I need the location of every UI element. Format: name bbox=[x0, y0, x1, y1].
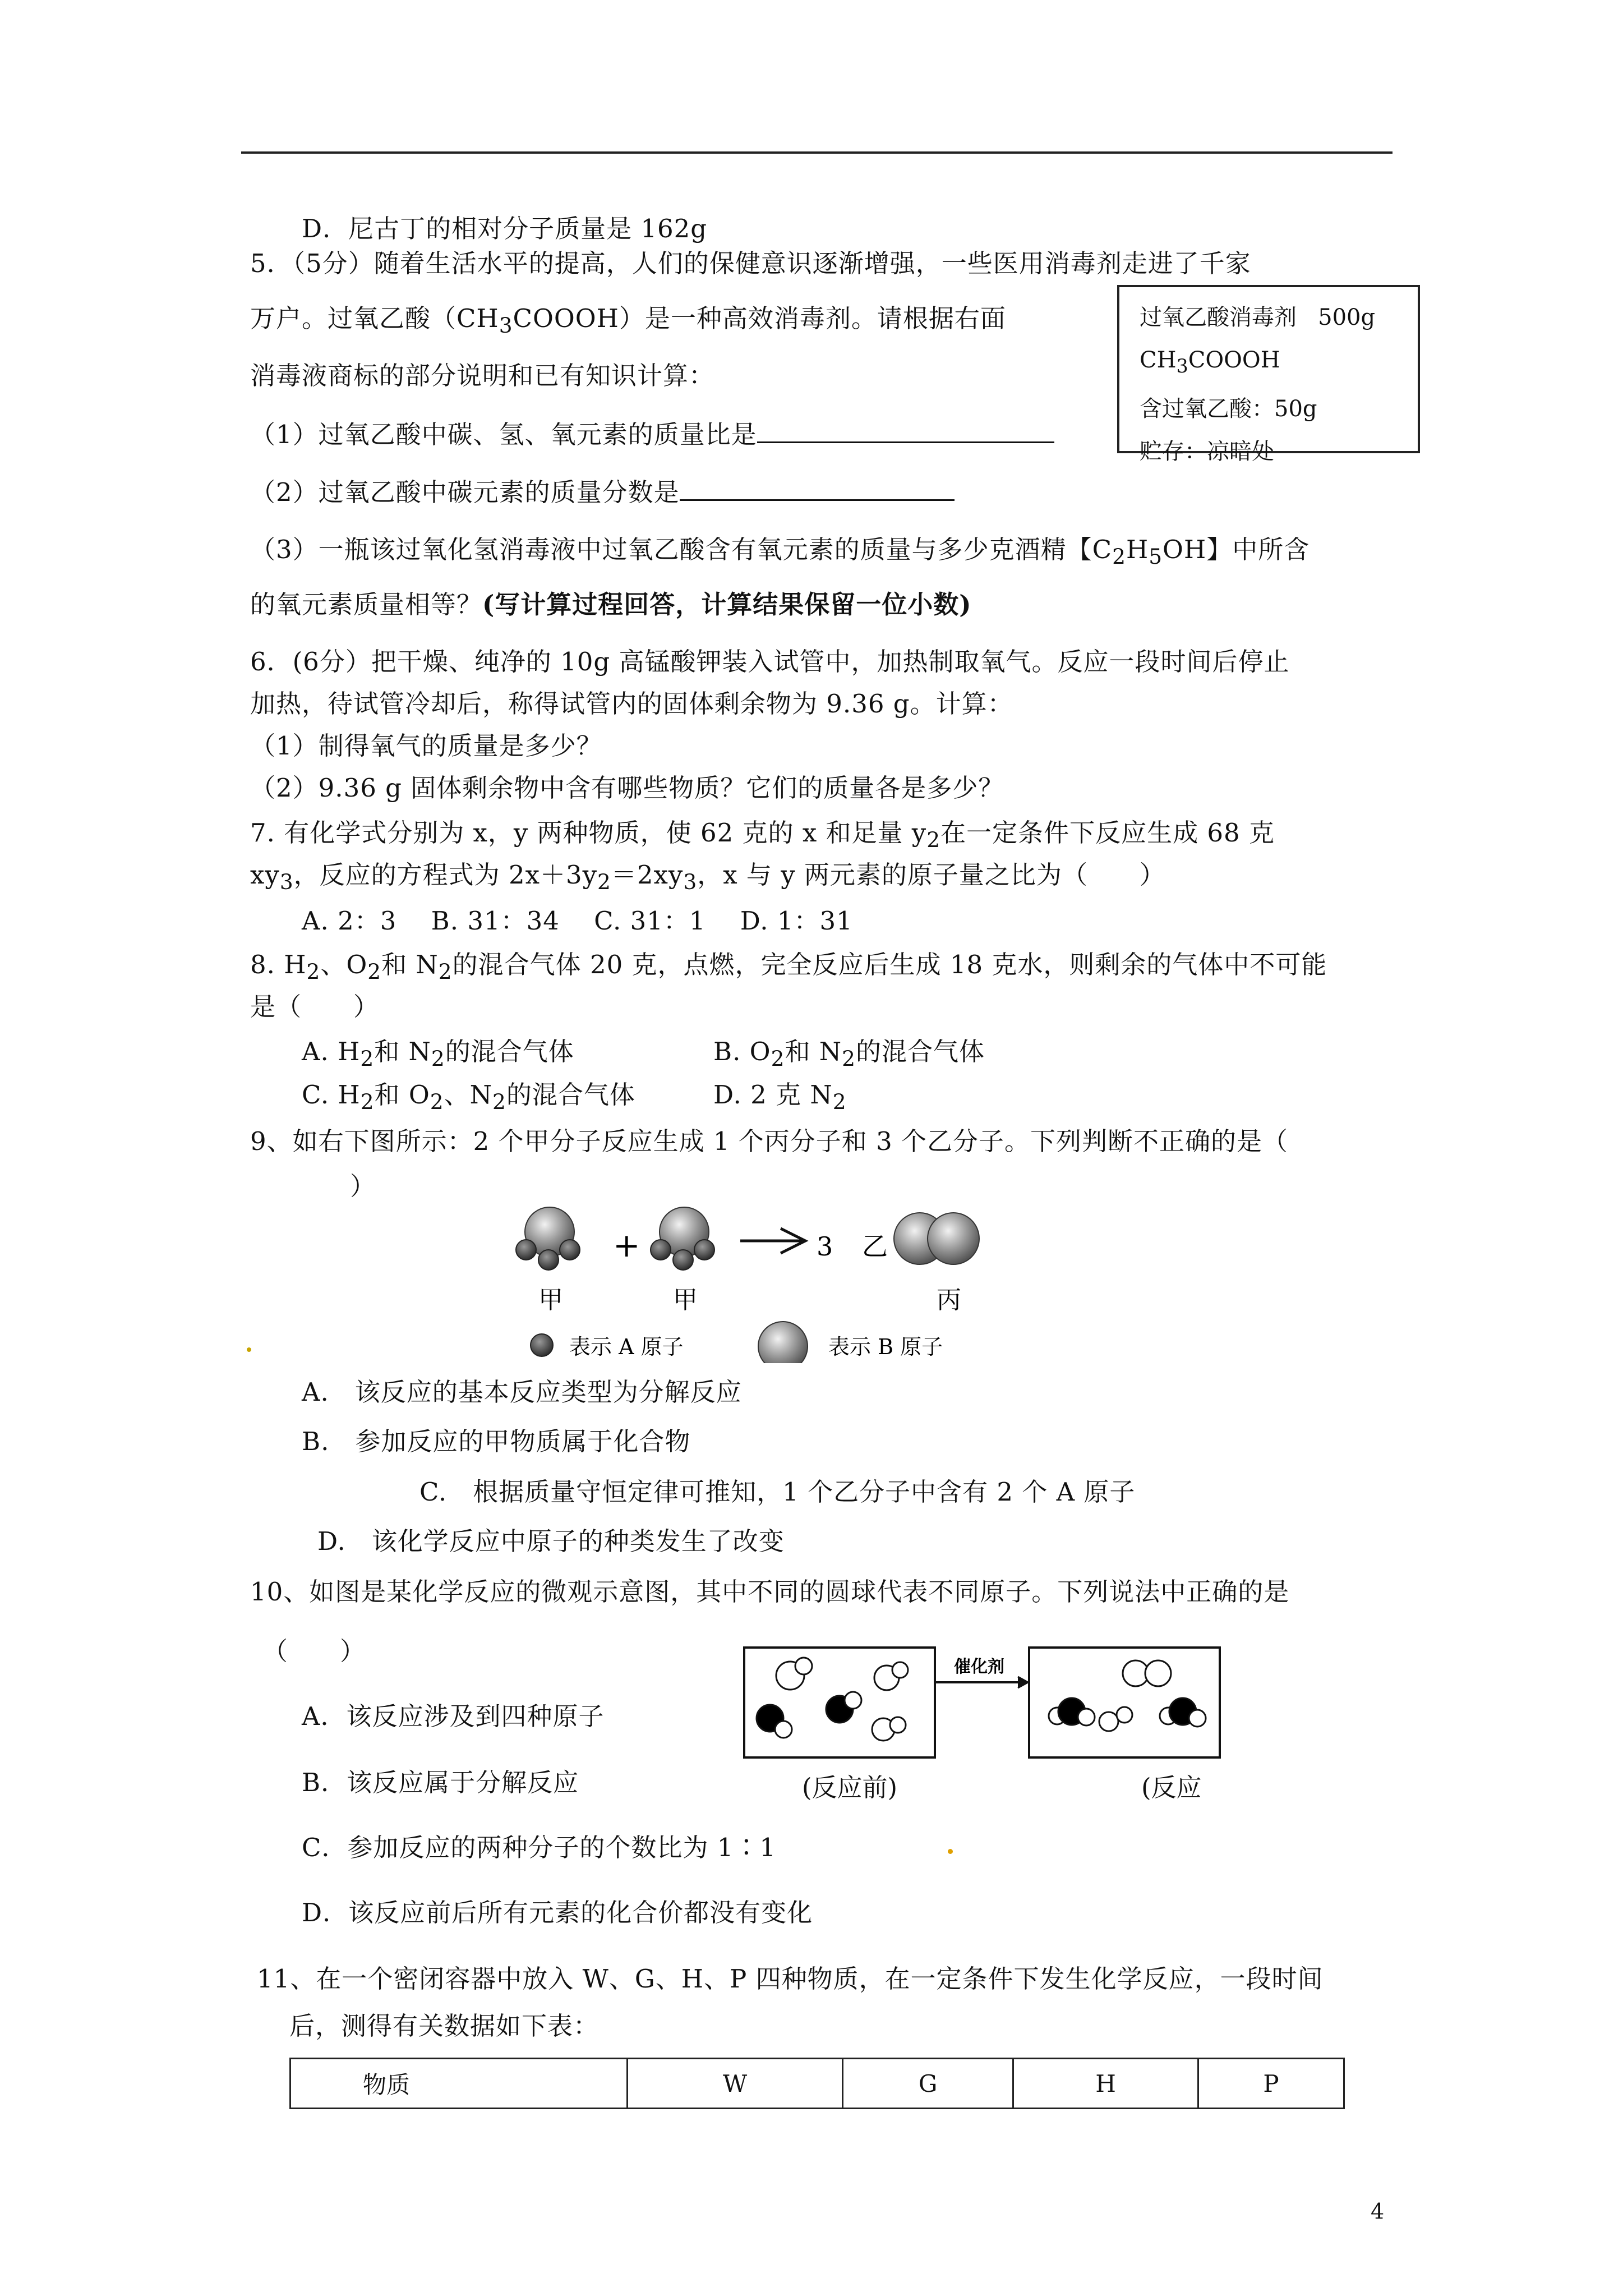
table-header-row bbox=[291, 2059, 1344, 2109]
q8-b-1: B. O bbox=[713, 1037, 771, 1066]
q8-a-2: 和 N bbox=[374, 1037, 431, 1066]
q8-option-b bbox=[713, 1035, 985, 1075]
legend-a-text: 表示 A 原子 bbox=[569, 1335, 684, 1359]
q5-sub2 bbox=[250, 476, 955, 509]
q4-option-d: D．尼古丁的相对分子质量是 162g bbox=[302, 214, 708, 243]
q9-line1: 9、如右下图所示：2 个甲分子反应生成 1 个丙分子和 3 个乙分子。下列判断不正确的是（ bbox=[250, 1126, 1289, 1156]
before-caption: (反应前) bbox=[802, 1773, 898, 1802]
table-header-cell: 物质 bbox=[291, 2059, 628, 2109]
q10-option-d: D．该反应前后所有元素的化合价都没有变化 bbox=[302, 1898, 813, 1927]
q8-line2: 是（ ） bbox=[250, 992, 380, 1022]
q5-sub2-text: （2）过氧乙酸中碳元素的质量分数是 bbox=[250, 477, 680, 507]
q6-sub1: （1）制得氧气的质量是多少？ bbox=[250, 731, 602, 761]
q5-sub3 bbox=[250, 533, 1310, 573]
sub-2: 2 bbox=[431, 1046, 445, 1071]
page-number: 4 bbox=[1371, 2199, 1385, 2224]
sub-2: 2 bbox=[430, 1089, 444, 1114]
bing-molecule bbox=[894, 1213, 979, 1264]
q7-line1 bbox=[250, 816, 1275, 857]
yi-label: 乙 bbox=[862, 1231, 888, 1262]
table-header-cell: W bbox=[628, 2059, 843, 2109]
q10-reaction-diagram bbox=[743, 1646, 1237, 1759]
q6-line2: 加热，待试管冷却后，称得试管内的固体剩余物为 9.36 g。计算： bbox=[250, 689, 1013, 719]
q7-line1-a: 7. 有化学式分别为 x，y 两种物质，使 62 克的 x 和足量 y bbox=[250, 818, 927, 848]
label-sub-3: 3 bbox=[1176, 355, 1188, 377]
answer-blank-2[interactable] bbox=[680, 477, 955, 501]
sub-2: 2 bbox=[832, 1089, 847, 1114]
q5-line1: 5．（5分）随着生活水平的提高，人们的保健意识逐渐增强，一些医用消毒剂走进了千家 bbox=[250, 249, 1251, 278]
q8-c-2: 和 O bbox=[374, 1080, 430, 1110]
sub-2: 2 bbox=[360, 1046, 375, 1071]
q8-a-1: A. H bbox=[302, 1037, 361, 1066]
q10-line2: （ ） bbox=[262, 1636, 366, 1666]
q7-line2 bbox=[250, 858, 1165, 899]
sub-3: 3 bbox=[279, 869, 294, 894]
q5-sub3-line2 bbox=[250, 588, 972, 622]
q10-option-b: B．该反应属于分解反应 bbox=[302, 1768, 579, 1797]
b-atom-icon bbox=[758, 1322, 808, 1363]
q7-line2-b: ，反应的方程式为 2x＋3y bbox=[293, 860, 598, 890]
table-header-cell: G bbox=[843, 2059, 1013, 2109]
after-caption: (反应 bbox=[1141, 1773, 1202, 1802]
q9-reaction-diagram bbox=[505, 1206, 1066, 1363]
q5-sub1 bbox=[250, 418, 1054, 452]
q8-option-d bbox=[713, 1078, 847, 1119]
sub-2: 2 bbox=[842, 1046, 856, 1071]
sub-2: 2 bbox=[771, 1046, 785, 1071]
q5-line2-a: 万户。过氧乙酸（CH bbox=[250, 303, 499, 333]
sub-5: 5 bbox=[1149, 544, 1163, 569]
disinfectant-label-box bbox=[1117, 285, 1420, 464]
sub-3: 3 bbox=[499, 313, 513, 338]
label-content: 含过氧乙酸：50g bbox=[1140, 396, 1317, 422]
q8-c-3: 、N bbox=[444, 1080, 492, 1110]
label-storage: 贮存：凉暗处 bbox=[1140, 439, 1274, 464]
jia-molecule-1 bbox=[516, 1207, 580, 1270]
q6-line1: 6．(6分）把干燥、纯净的 10g 高锰酸钾装入试管中，加热制取氧气。反应一段时间后停止 bbox=[250, 647, 1290, 677]
reaction-arrow bbox=[740, 1228, 805, 1253]
sub-2: 2 bbox=[926, 827, 941, 852]
jia-molecule-2 bbox=[651, 1207, 714, 1270]
q11-line2: 后，测得有关数据如下表： bbox=[289, 2011, 600, 2041]
q7-line2-a: xy bbox=[250, 860, 280, 890]
q6-sub2: （2）9.36 g 固体剩余物中含有哪些物质？它们的质量各是多少？ bbox=[250, 773, 1004, 803]
q9-line2: ） bbox=[350, 1171, 376, 1201]
sub-2: 2 bbox=[597, 869, 611, 894]
q8-c-1: C. H bbox=[302, 1080, 361, 1110]
q7-line1-b: 在一定条件下反应生成 68 克 bbox=[940, 818, 1275, 848]
label-name: 过氧乙酸消毒剂 bbox=[1140, 305, 1297, 330]
sub-2: 2 bbox=[360, 1089, 375, 1114]
q5-sub3-line2-a: 的氧元素质量相等？ bbox=[250, 590, 483, 619]
sub-2: 2 bbox=[1112, 544, 1126, 569]
sub-2: 2 bbox=[306, 959, 321, 984]
sub-2: 2 bbox=[438, 959, 453, 984]
q5-sub3-c: OH】中所含 bbox=[1163, 535, 1310, 564]
q8-option-c bbox=[302, 1078, 635, 1119]
q5-line2-b: COOOH）是一种高效消毒剂。请根据右面 bbox=[513, 303, 1006, 333]
q8-rest: 的混合气体 20 克，点燃，完全反应后生成 18 克水，则剩余的气体中不可能 bbox=[452, 950, 1327, 979]
jia-label-1: 甲 bbox=[538, 1286, 563, 1314]
q11-line1: 11、在一个密闭容器中放入 W、G、H、P 四种物质，在一定条件下发生化学反应，一段时间 bbox=[257, 1964, 1324, 1994]
q5-sub3-instruction: (写计算过程回答，计算结果保留一位小数) bbox=[482, 590, 972, 619]
bing-label: 丙 bbox=[937, 1286, 961, 1314]
q8-option-a bbox=[302, 1035, 574, 1075]
label-formula-b: COOOH bbox=[1188, 347, 1280, 373]
q8-line1 bbox=[250, 948, 1327, 988]
catalyst-label: 催化剂 bbox=[954, 1657, 1004, 1677]
plus-sign: + bbox=[613, 1226, 640, 1264]
q8-h: 8. H bbox=[250, 950, 307, 979]
coefficient-3: 3 bbox=[817, 1231, 833, 1262]
q7-line2-d: ，x 与 y 两元素的原子量之比为（ ） bbox=[697, 860, 1165, 890]
label-formula bbox=[1140, 339, 1398, 388]
q8-o: 、O bbox=[320, 950, 368, 979]
header-rule bbox=[241, 151, 1393, 154]
q7-line2-c: ＝2xy bbox=[611, 860, 684, 890]
q10-option-a: A．该反应涉及到四种原子 bbox=[302, 1701, 605, 1731]
label-name-row bbox=[1140, 296, 1398, 339]
q10-option-c: C．参加反应的两种分子的个数比为 1∶1 bbox=[302, 1833, 776, 1862]
legend-b bbox=[758, 1322, 943, 1363]
table-header-cell: P bbox=[1198, 2059, 1344, 2109]
q8-b-3: 的混合气体 bbox=[855, 1037, 985, 1066]
q5-line2 bbox=[250, 302, 1006, 342]
q8-n: 和 N bbox=[381, 950, 439, 979]
legend-b-text: 表示 B 原子 bbox=[828, 1335, 943, 1359]
after-molecules bbox=[1049, 1660, 1206, 1731]
table-header-cell: H bbox=[1013, 2059, 1198, 2109]
q9-option-d: D. 该化学反应中原子的种类发生了改变 bbox=[317, 1526, 785, 1556]
q8-b-2: 和 N bbox=[785, 1037, 842, 1066]
q10-line1: 10、如图是某化学反应的微观示意图，其中不同的圆球代表不同原子。下列说法中正确的是 bbox=[250, 1577, 1290, 1607]
q9-option-a: A. 该反应的基本反应类型为分解反应 bbox=[302, 1377, 742, 1407]
q9-option-b: B. 参加反应的甲物质属于化合物 bbox=[302, 1427, 691, 1456]
sub-2: 2 bbox=[492, 1089, 506, 1114]
stray-dot bbox=[948, 1849, 953, 1854]
q8-c-4: 的混合气体 bbox=[506, 1080, 635, 1110]
q8-a-3: 的混合气体 bbox=[445, 1037, 574, 1066]
q5-line3: 消毒液商标的部分说明和已有知识计算： bbox=[250, 361, 715, 390]
label-mass: 500g bbox=[1318, 305, 1376, 330]
q7-options: A. 2：3 B. 31：34 C. 31：1 D. 1：31 bbox=[302, 906, 853, 936]
label-formula-a: CH bbox=[1140, 347, 1177, 373]
answer-blank-1[interactable] bbox=[757, 419, 1054, 443]
jia-label-2: 甲 bbox=[673, 1286, 698, 1314]
sub-2: 2 bbox=[367, 959, 382, 984]
before-molecules bbox=[757, 1658, 908, 1741]
q5-sub3-b: H bbox=[1126, 535, 1149, 564]
sub-3: 3 bbox=[683, 869, 698, 894]
q5-sub1-text: （1）过氧乙酸中碳、氢、氧元素的质量比是 bbox=[250, 420, 757, 449]
q11-data-table bbox=[289, 2058, 1345, 2109]
q9-option-c: C. 根据质量守恒定律可推知，1 个乙分子中含有 2 个 A 原子 bbox=[419, 1477, 1136, 1507]
legend-a bbox=[531, 1334, 684, 1359]
q5-sub3-a: （3）一瓶该过氧化氢消毒液中过氧乙酸含有氧元素的质量与多少克酒精【C bbox=[250, 535, 1113, 564]
a-atom-icon bbox=[531, 1334, 553, 1356]
stray-dot bbox=[247, 1347, 251, 1352]
q8-d-1: D. 2 克 N bbox=[713, 1080, 833, 1110]
